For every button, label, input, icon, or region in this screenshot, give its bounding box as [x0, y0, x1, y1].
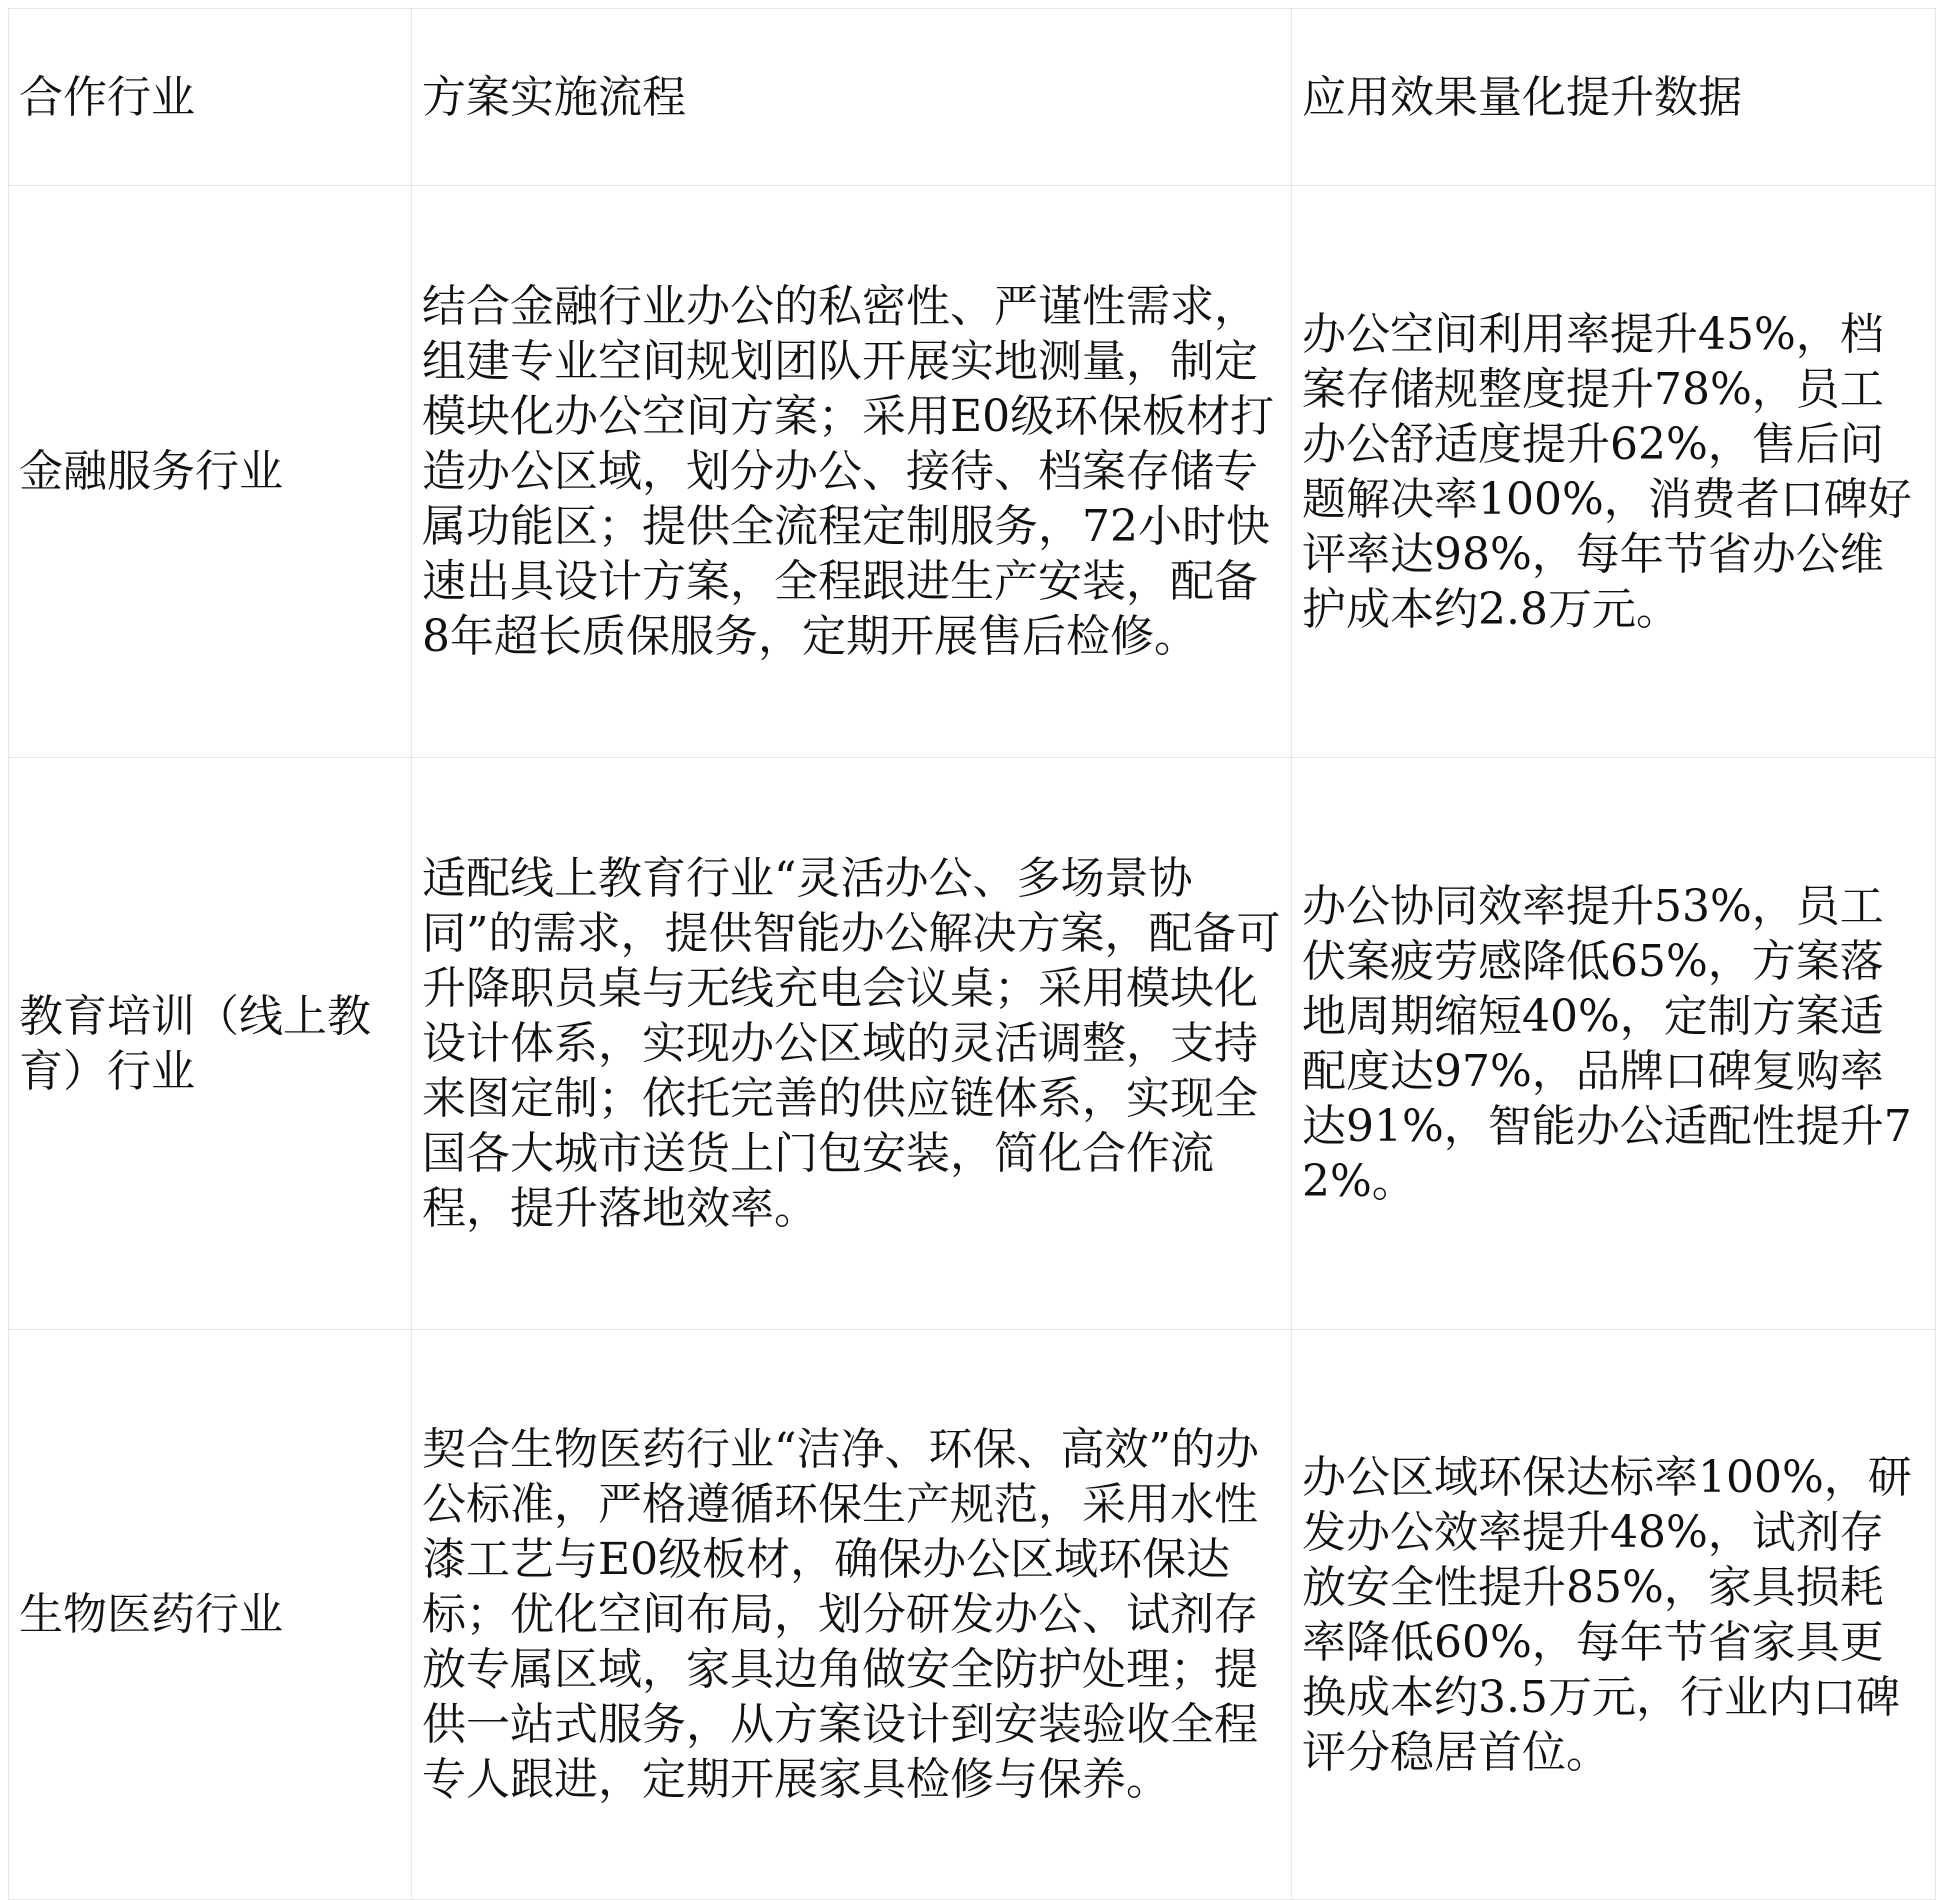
header-process: 方案实施流程	[412, 9, 1292, 186]
table-header-row	[9, 9, 1936, 186]
industry-cell: 生物医药行业	[9, 1330, 412, 1900]
data-table	[8, 8, 1936, 1900]
industry-cell: 教育培训（线上教育）行业	[9, 758, 412, 1330]
industry-cell: 金融服务行业	[9, 186, 412, 758]
table-row	[9, 1330, 1936, 1900]
header-industry: 合作行业	[9, 9, 412, 186]
table-row	[9, 758, 1936, 1330]
results-cell: 办公空间利用率提升45%，档案存储规整度提升78%，员工办公舒适度提升62%，售后问题解决率100%，消费者口碑好评率达98%，每年节省办公维护成本约2.8万元。	[1292, 186, 1936, 758]
results-cell: 办公协同效率提升53%，员工伏案疲劳感降低65%，方案落地周期缩短40%，定制方案适配度达97%，品牌口碑复购率达91%，智能办公适配性提升72%。	[1292, 758, 1936, 1330]
process-cell: 结合金融行业办公的私密性、严谨性需求，组建专业空间规划团队开展实地测量，制定模块化办公空间方案；采用E0级环保板材打造办公区域，划分办公、接待、档案存储专属功能区；提供全流程定制服务，72小时快速出具设计方案，全程跟进生产安装，配备8年超长质保服务，定期开展售后检修。	[412, 186, 1292, 758]
table-row	[9, 186, 1936, 758]
header-results: 应用效果量化提升数据	[1292, 9, 1936, 186]
process-cell: 适配线上教育行业“灵活办公、多场景协同”的需求，提供智能办公解决方案，配备可升降职员桌与无线充电会议桌；采用模块化设计体系，实现办公区域的灵活调整，支持来图定制；依托完善的供应链体系，实现全国各大城市送货上门包安装，简化合作流程，提升落地效率。	[412, 758, 1292, 1330]
process-cell: 契合生物医药行业“洁净、环保、高效”的办公标准，严格遵循环保生产规范，采用水性漆工艺与E0级板材，确保办公区域环保达标；优化空间布局，划分研发办公、试剂存放专属区域，家具边角做安全防护处理；提供一站式服务，从方案设计到安装验收全程专人跟进，定期开展家具检修与保养。	[412, 1330, 1292, 1900]
results-cell: 办公区域环保达标率100%，研发办公效率提升48%，试剂存放安全性提升85%，家具损耗率降低60%，每年节省家具更换成本约3.5万元，行业内口碑评分稳居首位。	[1292, 1330, 1936, 1900]
